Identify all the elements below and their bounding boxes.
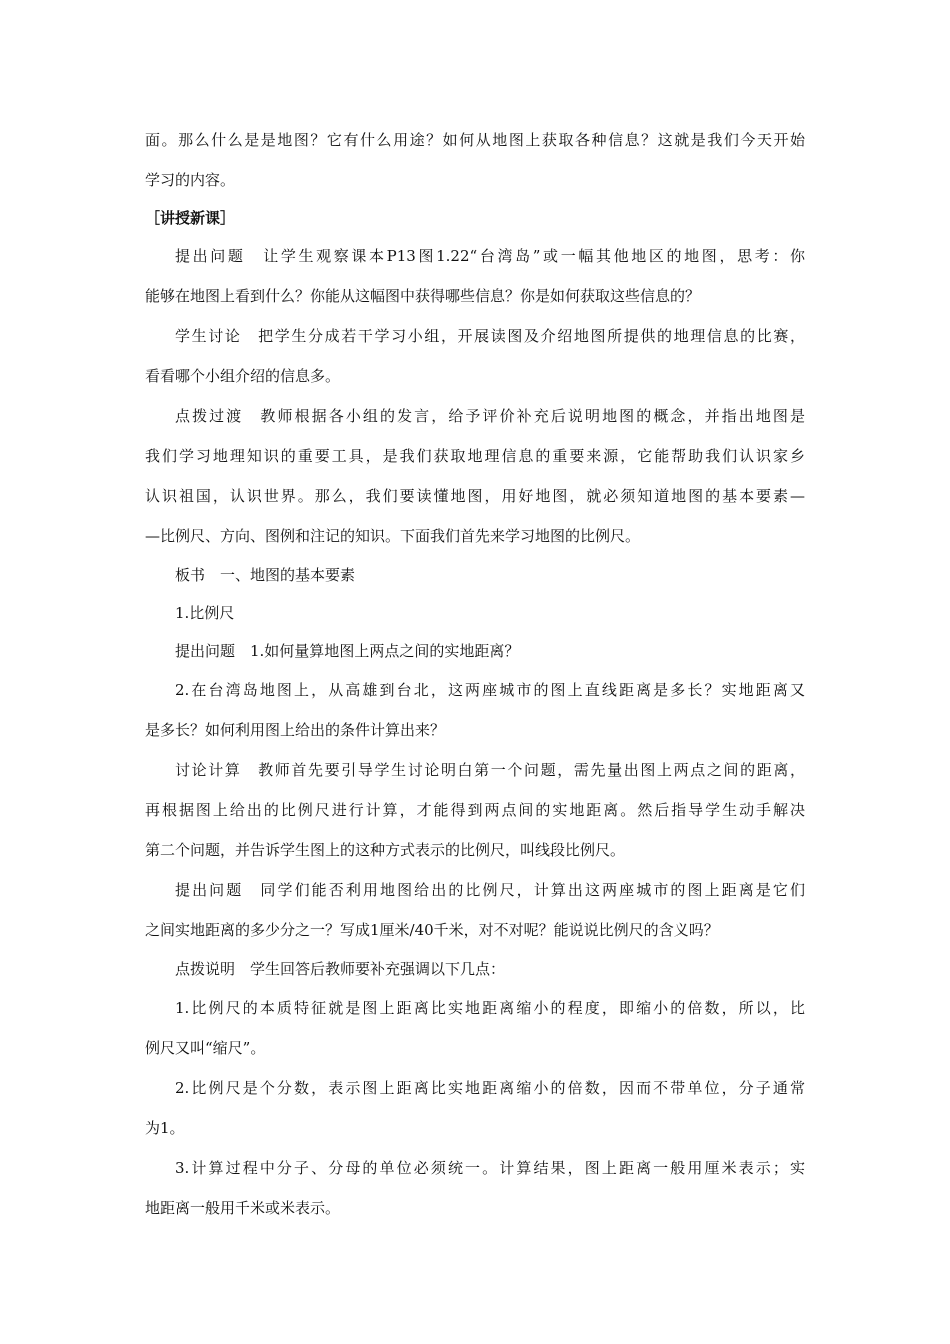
- paragraph-discussion-line-1: 学生讨论 把学生分成若干学习小组，开展读图及介绍地图所提供的地理信息的比赛，: [175, 327, 805, 345]
- paragraph-intro-line-2: 学习的内容。: [145, 171, 236, 189]
- section-heading: ［讲授新课］: [145, 209, 236, 227]
- point-two-line-2: 为1。: [145, 1119, 185, 1137]
- point-three-line-2: 地距离一般用千米或米表示。: [145, 1199, 341, 1217]
- paragraph-question-line-1: 提出问题 让学生观察课本P13图1.22“台湾岛”或一幅其他地区的地图，思考：你: [175, 247, 805, 265]
- paragraph-transition-line-4: —比例尺、方向、图例和注记的知识。下面我们首先来学习地图的比例尺。: [145, 527, 641, 545]
- point-one-line-1: 1.比例尺的本质特征就是图上距离比实地距离缩小的程度，即缩小的倍数，所以，比: [175, 999, 805, 1017]
- question-one: 提出问题 1.如何量算地图上两点之间的实地距离？: [175, 642, 520, 660]
- question-two-line-1: 2.在台湾岛地图上，从高雄到台北，这两座城市的图上直线距离是多长？实地距离又: [175, 681, 805, 699]
- paragraph-question3-line-2: 之间实地距离的多少分之一？写成1厘米/40千米，对不对呢？能说说比例尺的含义吗？: [145, 921, 719, 939]
- paragraph-transition-line-3: 认识祖国，认识世界。那么，我们要读懂地图，用好地图，就必须知道地图的基本要素—: [145, 487, 805, 505]
- board-note: 板书 一、地图的基本要素: [175, 566, 356, 584]
- document-body: [145, 120, 805, 1228]
- paragraph-intro-line-1: 面。那么什么是是地图？它有什么用途？如何从地图上获取各种信息？这就是我们今天开始: [145, 131, 805, 149]
- paragraph-question3-line-1: 提出问题 同学们能否利用地图给出的比例尺，计算出这两座城市的图上距离是它们: [175, 881, 805, 899]
- paragraph-explain: 点拨说明 学生回答后教师要补充强调以下几点：: [175, 960, 506, 978]
- question-two-line-2: 是多长？如何利用图上给出的条件计算出来？: [145, 721, 446, 739]
- paragraph-discussion-line-2: 看看哪个小组介绍的信息多。: [145, 367, 341, 385]
- subsection-scale: 1.比例尺: [175, 604, 235, 622]
- paragraph-transition-line-2: 我们学习地理知识的重要工具，是我们获取地理信息的重要来源，它能帮助我们认识家乡: [145, 447, 805, 465]
- paragraph-calc-line-2: 再根据图上给出的比例尺进行计算，才能得到两点间的实地距离。然后指导学生动手解决: [145, 801, 805, 819]
- paragraph-calc-line-1: 讨论计算 教师首先要引导学生讨论明白第一个问题，需先量出图上两点之间的距离，: [175, 761, 805, 779]
- point-one-line-2: 例尺又叫“缩尺”。: [145, 1039, 266, 1057]
- point-two-line-1: 2.比例尺是个分数，表示图上距离比实地距离缩小的倍数，因而不带单位，分子通常: [175, 1079, 805, 1097]
- point-three-line-1: 3.计算过程中分子、分母的单位必须统一。计算结果，图上距离一般用厘米表示；实: [175, 1159, 805, 1177]
- paragraph-calc-line-3: 第二个问题，并告诉学生图上的这种方式表示的比例尺，叫线段比例尺。: [145, 841, 626, 859]
- paragraph-transition-line-1: 点拨过渡 教师根据各小组的发言，给予评价补充后说明地图的概念，并指出地图是: [175, 407, 805, 425]
- paragraph-question-line-2: 能够在地图上看到什么？你能从这幅图中获得哪些信息？你是如何获取这些信息的？: [145, 287, 701, 305]
